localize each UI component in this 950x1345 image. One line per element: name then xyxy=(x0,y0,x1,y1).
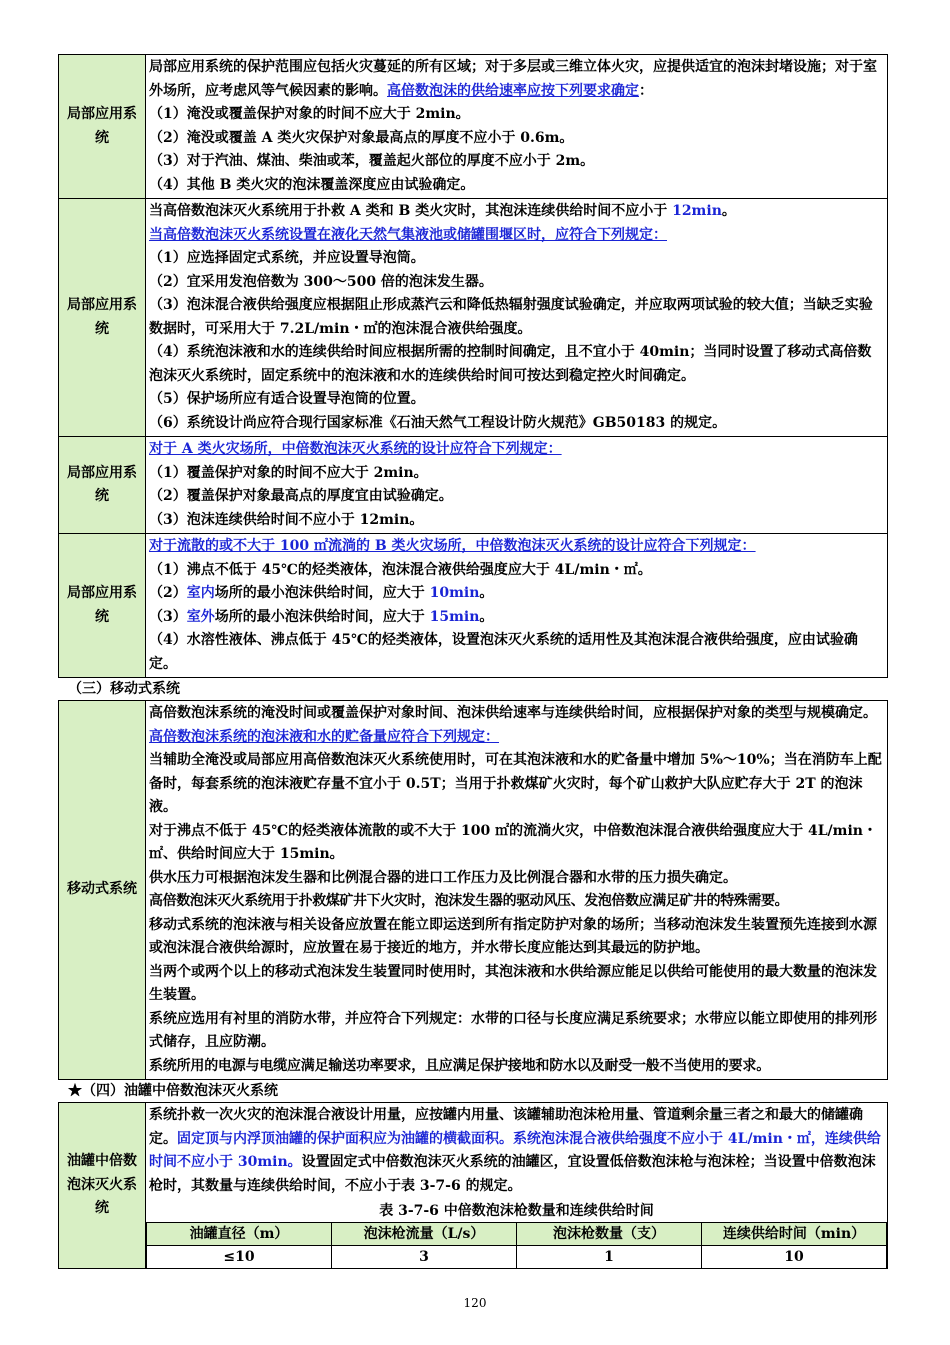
paragraph: 移动式系统的泡沫液与相关设备应放置在能立即运送到所有指定防护对象的场所；当移动泡沫发生装置预先连接到水源或泡沫混合液供给源时，应放置在易于接近的地方，并水带长度应能达到其最远的防护地。 xyxy=(149,916,877,956)
text: 场所的最小泡沫供给时间，应大于 xyxy=(214,608,430,625)
list-item: （4）系统泡沫液和水的连续供给时间应根据所需的控制时间确定，且不宜小于 40min；当同时设置了移动式高倍数泡沫灭火系统时，固定系统中的泡沫液和水的连续供给时间可按达到稳定控火时间确定。 xyxy=(149,344,872,384)
list-item: （2）宜采用发泡倍数为 300～500 倍的泡沫发生器。 xyxy=(149,273,493,290)
row-local-1 xyxy=(59,55,888,199)
highlight: 15min xyxy=(429,608,480,625)
list-item: （2）淹没或覆盖 A 类火灾保护对象最高点的厚度不应小于 0.6m。 xyxy=(149,129,574,146)
row-label: 局部应用系统 xyxy=(59,437,146,534)
row-content xyxy=(146,534,888,678)
highlight: 室内 xyxy=(186,585,215,601)
list-item: （1）淹没或覆盖保护对象的时间不应大于 2min。 xyxy=(149,106,470,122)
list-item xyxy=(149,582,884,606)
row-content xyxy=(146,437,888,534)
section-heading-tank: ★（四）油罐中倍数泡沫灭火系统 xyxy=(68,1083,278,1099)
row-content xyxy=(146,701,888,1080)
paragraph xyxy=(149,702,884,749)
list-item: （6）系统设计尚应符合现行国家标准《石油天然气工程设计防火规范》GB50183 的规定。 xyxy=(149,414,727,431)
list-item: （3）泡沫混合液供给强度应根据阻止形成蒸汽云和降低热辐射强度试验确定，并应取两项试验的较大值；当缺乏实验数据时，可采用大于 7.2L/min・㎡的泡沫混合液供给强度。 xyxy=(149,297,873,337)
paragraph: 供水压力可根据泡沫发生器和比例混合器的进口工作压力及比例混合器和水带的压力损失确定。 xyxy=(149,869,737,886)
table-cell: ≤10 xyxy=(147,1246,332,1269)
page-number: 120 xyxy=(463,1296,487,1310)
paragraph: 系统所用的电源与电缆应满足输送功率要求，且应满足保护接地和防水以及耐受一般不当使用的要求。 xyxy=(149,1057,770,1074)
foam-gun-table xyxy=(146,1222,887,1269)
header-cell: 油罐直径（m） xyxy=(147,1223,332,1246)
paragraph: 当辅助全淹没或局部应用高倍数泡沫灭火系统使用时，可在其泡沫液和水的贮备量中增加 5%～10%；当在消防车上配备时，每套系统的泡沫液贮存量不宜小于 0.5T；当用于扑救煤矿火灾时，每个矿山救护大队应贮存大于 2T 的泡沫液。 xyxy=(149,752,882,815)
list-item: （3）泡沫连续供给时间不应小于 12min。 xyxy=(149,511,424,528)
list-item: （1）沸点不低于 45℃的烃类液体，泡沫混合液供给强度应大于 4L/min・㎡。 xyxy=(149,561,652,578)
colon: ： xyxy=(639,82,653,99)
underlined-heading: 当高倍数泡沫灭火系统设置在液化天然气集液池或储罐围堰区时，应符合下列规定： xyxy=(149,226,667,243)
list-item: （1）覆盖保护对象的时间不应大于 2min。 xyxy=(149,464,428,481)
text: 设置固定式中倍数泡沫灭火系统的油罐区，宜设置低倍数泡沫枪与泡沫栓；当设置中倍数泡沫枪时，其数量与连续供给时间，不应小于表 3-7-6 的规定。 xyxy=(149,1154,876,1194)
spec-table-3 xyxy=(58,1102,888,1269)
row-content xyxy=(146,199,888,437)
header-cell: 连续供给时间（min） xyxy=(702,1223,887,1246)
row-label: 油罐中倍数泡沫灭火系统 xyxy=(59,1103,146,1269)
list-item: （2）覆盖保护对象最高点的厚度宜由试验确定。 xyxy=(149,488,453,504)
header-cell: 泡沫枪流量（L/s） xyxy=(332,1223,517,1246)
section-heading-mobile: （三）移动式系统 xyxy=(68,681,180,697)
text: 。 xyxy=(479,608,494,625)
text: （3） xyxy=(149,608,187,625)
text: 场所的最小泡沫供给时间，应大于 xyxy=(214,585,430,601)
highlight: 固定顶与内浮顶油罐的保护面积应为油罐的横截面积。系统泡沫混合液供给强度不应小于 4L/min・㎡，连续供给时间不应小于 30min。 xyxy=(149,1130,881,1170)
list-item: （3）对于汽油、煤油、柴油或苯，覆盖起火部位的厚度不应小于 2m。 xyxy=(149,153,595,169)
table-header-row xyxy=(147,1223,887,1246)
row-local-3 xyxy=(59,437,888,534)
row-label: 局部应用系统 xyxy=(59,199,146,437)
row-local-2 xyxy=(59,199,888,437)
row-content xyxy=(146,55,888,199)
document-page xyxy=(58,54,888,1269)
row-label: 局部应用系统 xyxy=(59,534,146,678)
paragraph: 局部应用系统的保护范围应包括火灾蔓延的所有区域；对于多层或三维立体火灾，应提供适宜的泡沫封堵设施；对于室外场所，应考虑风等气候因素的影响。 xyxy=(149,59,877,99)
row-label: 移动式系统 xyxy=(59,701,146,1080)
row-mobile xyxy=(59,701,888,1080)
list-item: （1）应选择固定式系统，并应设置导泡筒。 xyxy=(149,250,425,266)
table-cell: 3 xyxy=(332,1246,517,1269)
text: 系统扑救一次火灾的泡沫混合液设计用量，应按罐内用量、该罐辅助泡沫枪用量、管道剩余量三者之和最大的储罐确定。 xyxy=(149,1107,863,1147)
underlined-heading: 对于流散的或不大于 100 ㎡流淌的 B 类火灾场所，中倍数泡沫灭火系统的设计应符合下列规定： xyxy=(149,538,756,554)
underlined-heading: 对于 A 类火灾场所，中倍数泡沫灭火系统的设计应符合下列规定： xyxy=(149,441,562,457)
header-cell: 泡沫枪数量（支） xyxy=(517,1223,702,1246)
table-row xyxy=(147,1246,887,1269)
paragraph xyxy=(149,1104,884,1198)
row-tank xyxy=(59,1103,888,1269)
paragraph: 高倍数泡沫灭火系统用于扑救煤矿井下火灾时，泡沫发生器的驱动风压、发泡倍数应满足矿井的特殊需要。 xyxy=(149,893,789,909)
underlined-heading: 高倍数泡沫的供给速率应按下列要求确定 xyxy=(387,82,639,99)
spec-table-1 xyxy=(58,54,888,678)
highlight: 室外 xyxy=(186,608,215,625)
text: （2） xyxy=(149,585,187,601)
list-item: （4）水溶性液体、沸点低于 45℃的烃类液体，设置泡沫灭火系统的适用性及其泡沫混合液供给强度，应由试验确定。 xyxy=(149,632,858,672)
table-cell: 1 xyxy=(517,1246,702,1269)
table-cell: 10 xyxy=(702,1246,887,1269)
paragraph: 对于沸点不低于 45℃的烃类液体流散的或不大于 100 ㎡的流淌火灾，中倍数泡沫混合液供给强度应大于 4L/min・㎡、供给时间应大于 15min。 xyxy=(149,822,877,862)
list-item: （5）保护场所应有适合设置导泡筒的位置。 xyxy=(149,391,425,407)
list-item xyxy=(149,606,884,630)
text: 高倍数泡沫系统的淹没时间或覆盖保护对象时间、泡沫供给速率与连续供给时间，应根据保护对象的类型与规模确定。 xyxy=(149,705,877,721)
row-local-4 xyxy=(59,534,888,678)
highlight: 10min xyxy=(429,585,480,601)
paragraph xyxy=(149,200,884,224)
paragraph: 系统应选用有衬里的消防水带，并应符合下列规定：水带的口径与长度应满足系统要求；水带应以能立即使用的排列形式储存，且应防潮。 xyxy=(149,1010,877,1050)
text: 。 xyxy=(479,585,494,601)
row-label: 局部应用系统 xyxy=(59,55,146,199)
paragraph: 当两个或两个以上的移动式泡沫发生装置同时使用时，其泡沫液和水供给源应能足以供给可能使用的最大数量的泡沫发生装置。 xyxy=(149,963,877,1003)
highlight: 12min xyxy=(672,203,722,219)
list-item: （4）其他 B 类火灾的泡沫覆盖深度应由试验确定。 xyxy=(149,176,475,193)
text: 当高倍数泡沫灭火系统用于扑救 A 类和 B 类火灾时，其泡沫连续供给时间不应小于 xyxy=(149,203,673,219)
spec-table-2 xyxy=(58,700,888,1080)
underlined-heading: 高倍数泡沫系统的泡沫液和水的贮备量应符合下列规定： xyxy=(149,728,499,745)
row-content xyxy=(146,1103,888,1269)
table-caption: 表 3-7-6 中倍数泡沫枪数量和连续供给时间 xyxy=(379,1203,654,1219)
text: 。 xyxy=(721,203,736,219)
